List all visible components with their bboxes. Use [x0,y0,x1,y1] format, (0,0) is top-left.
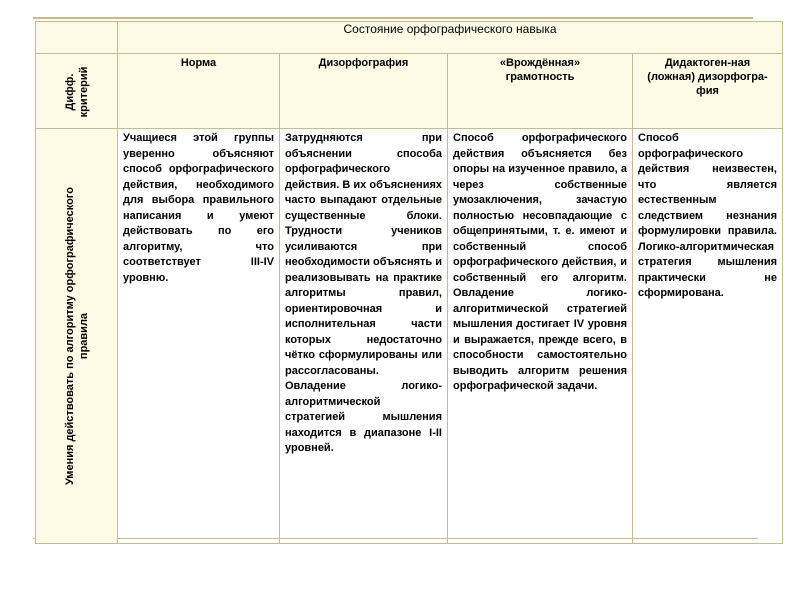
corner-cell [36,22,118,54]
row-label-cell [36,129,118,544]
cell-dysorthography: Затрудняются при объяснении способа орфографического действия. В их объяснениях часто выпадают отдельные существенные блоки. Трудности учеников усиливаются при необходимости объяснять и реализовывать на практике алгоритмы правил, ориентировочная и исполнительная части которых недостаточно чётко сформулированы или рассогласованы. Овладение логико-алгоритмической стратегией мышления находится в диапазоне I-II уровней. [280,129,448,544]
table-title: Состояние орфографического навыка [118,22,783,54]
spelling-skill-table [35,21,783,544]
column-header-didactogenic: Дидактоген-ная (ложная) дизорфогра-фия [633,54,783,129]
cell-didactogenic: Способ орфографического действия неизвестен, что является естественным следствием незнания формулировки правила. Логико-алгоритмическая стратегия мышления практически не сформирована. [633,129,783,544]
row-label: Умения действовать по алгоритму орфографического правила [63,187,90,485]
column-header-innate-literacy: «Врождённая» грамотность [448,54,633,129]
row-header-label: Дифф. критерий [63,66,90,118]
frame-top-line [33,17,753,19]
cell-norm: Учащиеся этой группы уверенно объясняют способ орфографического действия, необходимого для выбора правильного написания и умеют действовать по его алгоритму, что соответствует III-IV уровню. [118,129,280,544]
row-header-cell [36,54,118,129]
column-header-norm: Норма [118,54,280,129]
column-header-dysorthography: Дизорфография [280,54,448,129]
cell-innate-literacy: Способ орфографического действия объясняется без опоры на изученное правило, а через собственные умозаключения, зачастую полностью несовпадающие с общепринятыми, т. е. имеют и собственный способ орфографического действия, и собственный его алгоритм. Овладение логико-алгоритмической стратегией мышления достигает IV уровня и выражается, прежде всего, в способности самостоятельно выводить алгоритм решения орфографической задачи. [448,129,633,544]
